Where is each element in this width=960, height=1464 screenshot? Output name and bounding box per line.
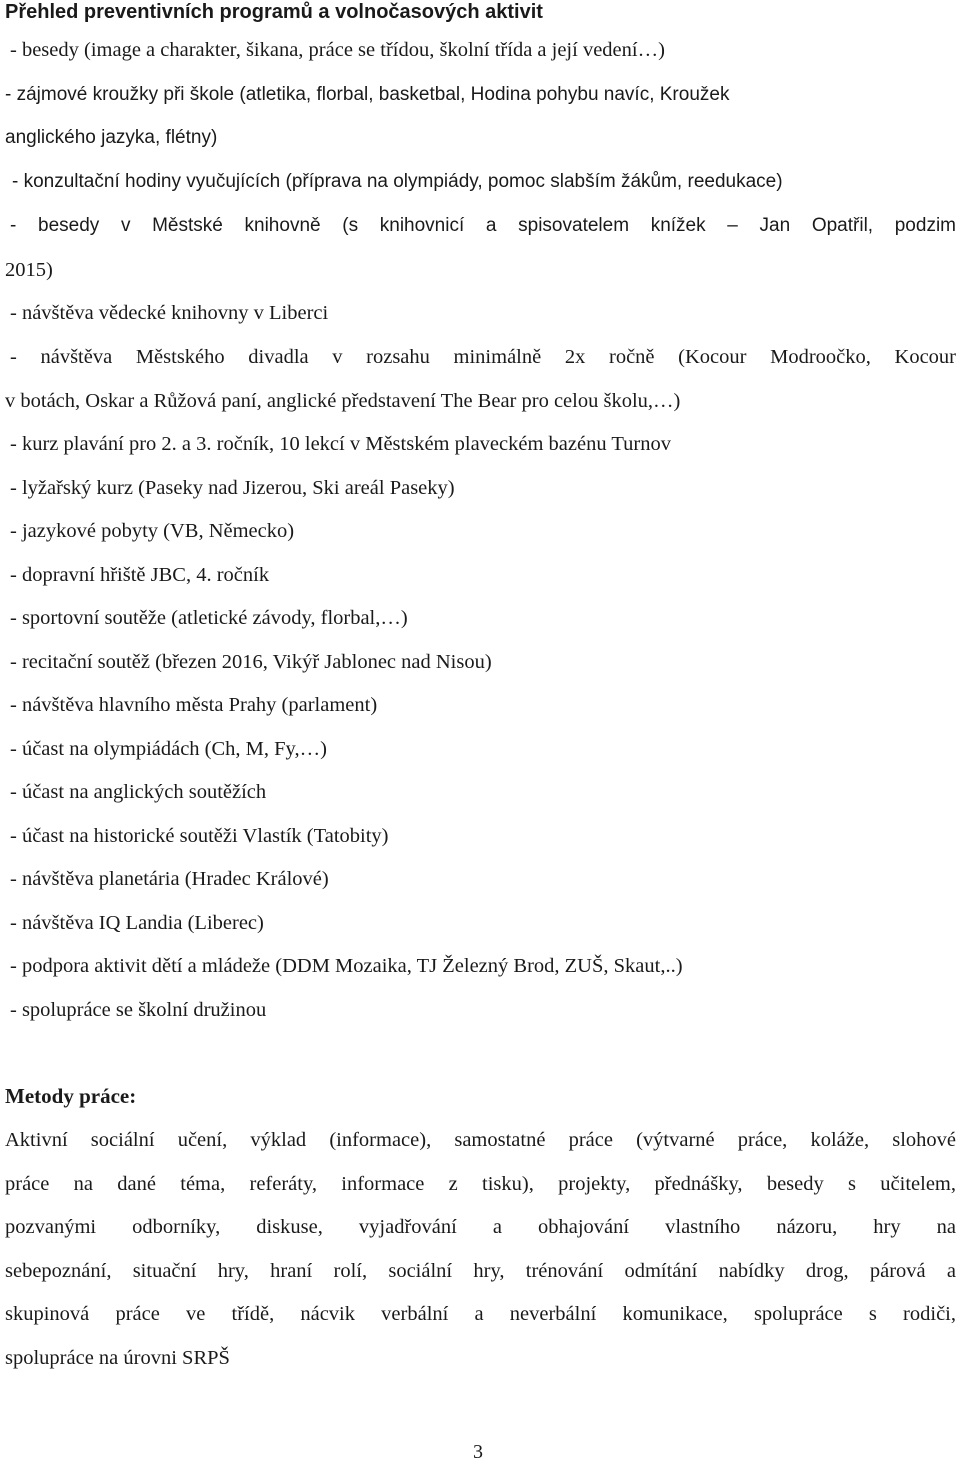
list-item: - spolupráce se školní družinou [10,999,267,1021]
list-item: - účast na historické soutěži Vlastík (Tatobity) [10,825,389,847]
list-item: - účast na olympiádách (Ch, M, Fy,…) [10,738,327,760]
list-item: - návštěva hlavního města Prahy (parlament) [10,694,378,716]
list-item: - recitační soutěž (březen 2016, Vikýř Jablonec nad Nisou) [10,651,492,673]
methods-heading: Metody práce: [5,1084,137,1108]
list-item: anglického jazyka, flétny) [5,127,218,148]
list-item: - lyžařský kurz (Paseky nad Jizerou, Ski areál Paseky) [10,477,455,499]
methods-paragraph-line: skupinová práce ve třídě, nácvik verbální a neverbální komunikace, spolupráce s rodiči, [5,1303,956,1325]
list-item: - kurz plavání pro 2. a 3. ročník, 10 lekcí v Městském plaveckém bazénu Turnov [10,433,671,455]
methods-paragraph-line: práce na dané téma, referáty, informace z tisku), projekty, přednášky, besedy s učitelem, [5,1173,956,1195]
list-item: - návštěva Městského divadla v rozsahu minimálně 2x ročně (Kocour Modroočko, Kocour [10,346,956,368]
list-item: - jazykové pobyty (VB, Německo) [10,520,295,542]
methods-paragraph-line: sebepoznání, situační hry, hraní rolí, sociální hry, trénování odmítání nabídky drog, párová a [5,1260,956,1282]
list-item: - podpora aktivit dětí a mládeže (DDM Mozaika, TJ Železný Brod, ZUŠ, Skaut,..) [10,955,683,977]
list-item: - účast na anglických soutěžích [10,781,267,803]
list-item: v botách, Oskar a Růžová paní, anglické představení The Bear pro celou školu,…) [5,390,681,412]
list-item: - zájmové kroužky při škole (atletika, florbal, basketbal, Hodina pohybu navíc, Kroužek [5,84,730,105]
methods-paragraph-line: spolupráce na úrovni SRPŠ [5,1347,230,1369]
list-item: - besedy v Městské knihovně (s knihovnicí a spisovatelem knížek – Jan Opatřil, podzim [10,215,956,236]
list-item: - besedy (image a charakter, šikana, práce se třídou, školní třída a její vedení…) [10,39,665,61]
list-item: - návštěva vědecké knihovny v Liberci [10,302,329,324]
section-heading: Přehled preventivních programů a volnočasových aktivit [5,1,543,23]
list-item: - návštěva IQ Landia (Liberec) [10,912,264,934]
list-item: - sportovní soutěže (atletické závody, florbal,…) [10,607,408,629]
list-item: - návštěva planetária (Hradec Králové) [10,868,329,890]
page-number: 3 [473,1441,483,1463]
list-item: 2015) [5,259,53,281]
list-item: - konzultační hodiny vyučujících (příprava na olympiády, pomoc slabším žákům, reedukace) [12,171,783,192]
methods-paragraph-line: pozvanými odborníky, diskuse, vyjadřování a obhajování vlastního názoru, hry na [5,1216,956,1238]
list-item: - dopravní hřiště JBC, 4. ročník [10,564,270,586]
methods-paragraph-line: Aktivní sociální učení, výklad (informace), samostatné práce (výtvarné práce, koláže, slohové [5,1129,956,1151]
